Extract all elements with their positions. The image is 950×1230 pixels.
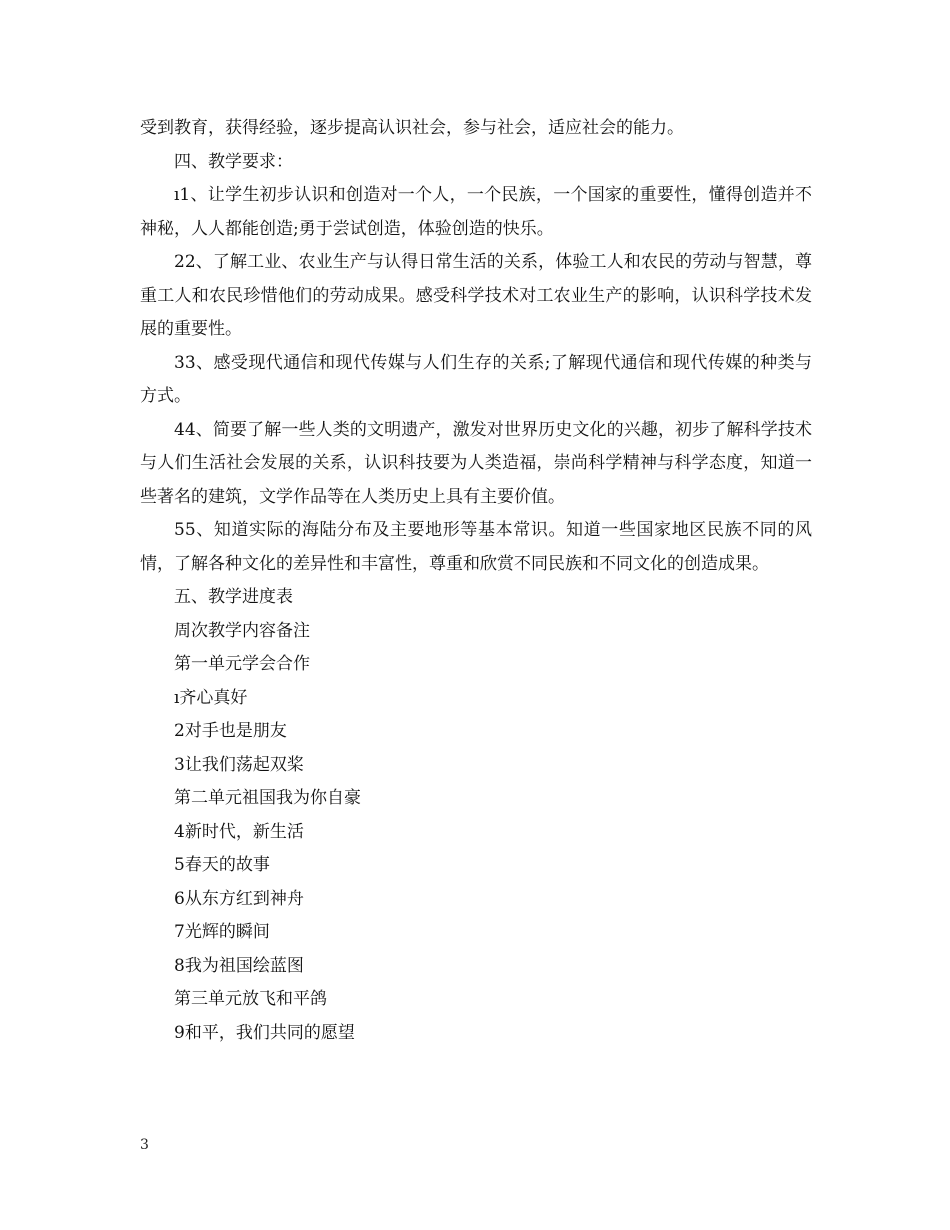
schedule-line: 5春天的故事	[174, 855, 270, 875]
requirement-item-2: 22、了解工业、农业生产与认得日常生活的关系，体验工人和农民的劳动与智慧，尊重工人和农民珍惜他们的劳动成果。感受科学技术对工农业生产的影响，认识科学技术发展的重要性。	[140, 252, 812, 339]
schedule-line: 3让我们荡起双桨	[174, 754, 304, 775]
schedule-line: 第一单元学会合作	[174, 654, 310, 674]
section-heading-schedule: 五、教学进度表	[174, 587, 293, 607]
requirement-item-3: 33、感受现代通信和现代传媒与人们生存的关系;了解现代通信和现代传媒的种类与方式。	[140, 352, 812, 406]
schedule-line: 7光辉的瞬间	[174, 922, 270, 942]
schedule-line: 第三单元放飞和平鸽	[174, 989, 327, 1009]
section-heading-teaching-requirements: 四、教学要求：	[174, 151, 293, 172]
schedule-line: 6从东方红到神舟	[174, 888, 304, 909]
schedule-line: 4新时代，新生活	[174, 821, 304, 842]
document-page	[140, 112, 812, 1050]
schedule-line: 9和平，我们共同的愿望	[174, 1022, 355, 1043]
paragraph-intro-continuation: 受到教育，获得经验，逐步提高认识社会，参与社会，适应社会的能力。	[140, 118, 684, 138]
requirement-item-1: ı1、让学生初步认识和创造对一个人，一个民族，一个国家的重要性，懂得创造并不神秘，人人都能创造;勇于尝试创造，体验创造的快乐。	[140, 185, 812, 239]
schedule-line: 8我为祖国绘蓝图	[174, 955, 304, 976]
page-number: 3	[140, 1137, 149, 1153]
schedule-columns: 周次教学内容备注	[174, 620, 310, 641]
requirement-item-4: 44、简要了解一些人类的文明遗产，激发对世界历史文化的兴趣，初步了解科学技术与人们生活社会发展的关系，认识科技要为人类造福，崇尚科学精神与科学态度，知道一些著名的建筑，文学作品等在人类历史上具有主要价值。	[140, 419, 812, 507]
schedule-line: 第二单元祖国我为你自豪	[174, 788, 361, 808]
requirement-item-5: 55、知道实际的海陆分布及主要地形等基本常识。知道一些国家地区民族不同的风情，了解各种文化的差异性和丰富性，尊重和欣赏不同民族和不同文化的创造成果。	[140, 520, 812, 574]
schedule-line: ı齐心真好	[174, 687, 248, 708]
schedule-line: 2对手也是朋友	[174, 721, 287, 741]
